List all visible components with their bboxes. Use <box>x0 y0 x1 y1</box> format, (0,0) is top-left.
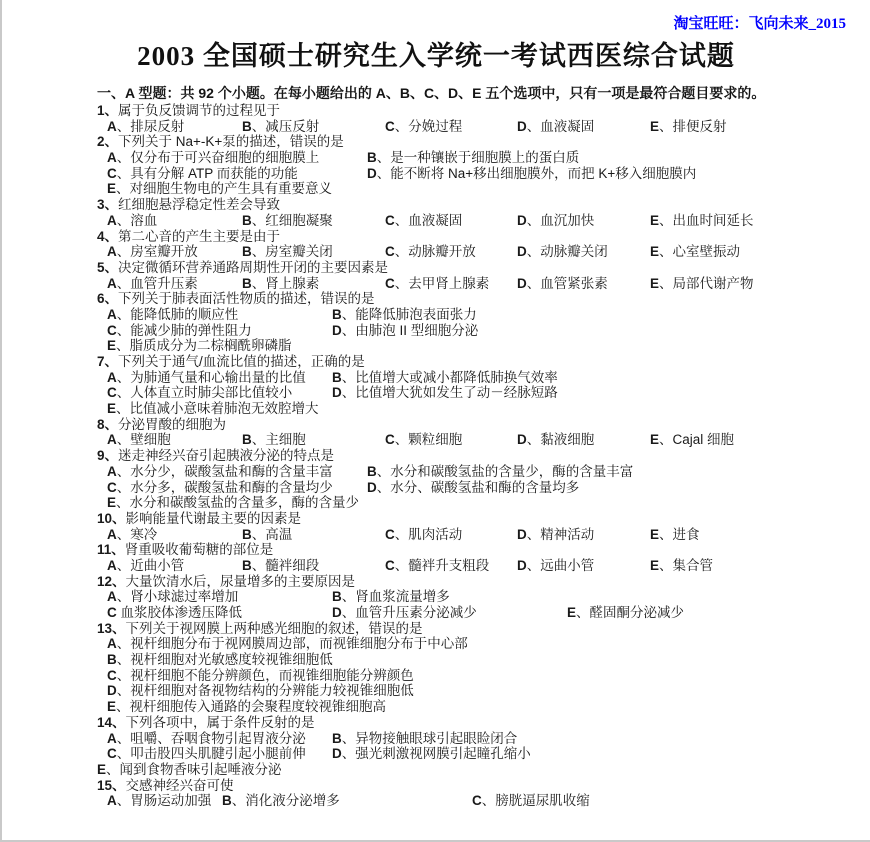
question-stem <box>97 229 870 245</box>
question <box>97 134 870 197</box>
option: A、排尿反射 <box>107 118 185 134</box>
option: E、进食 <box>650 526 700 542</box>
question-text: 决定微循环营养通路周期性开闭的主要因素是 <box>118 259 389 275</box>
question-number: 10、 <box>97 510 126 526</box>
option: D、视杆细胞对备视物结构的分辨能力较视锥细胞低 <box>107 683 414 699</box>
option: A、能降低肺的顺应性 <box>107 306 239 322</box>
question-stem <box>97 542 870 558</box>
option: D、血液凝固 <box>517 118 595 134</box>
option-line <box>97 605 870 621</box>
question-stem <box>97 448 870 464</box>
option: A、咀嚼、吞咽食物引起胃液分泌 <box>107 730 306 746</box>
option-line <box>97 699 870 715</box>
option: E、排便反射 <box>650 118 727 134</box>
option: A、近曲小管 <box>107 557 185 573</box>
question-number: 8、 <box>97 416 119 432</box>
option-line <box>97 401 870 417</box>
option: B、比值增大或减小都降低肺换气效率 <box>332 369 558 385</box>
question-text: 迷走神经兴奋引起胰液分泌的特点是 <box>118 448 335 464</box>
option: B、红细胞凝聚 <box>242 212 333 228</box>
option: E、Cajal 细胞 <box>650 432 735 448</box>
question <box>97 354 870 417</box>
taobao-watermark: 淘宝旺旺：飞向未来_2015 <box>673 16 846 32</box>
option: D、黏液细胞 <box>517 432 595 448</box>
question-text: 下列各项中，属于条件反射的是 <box>125 714 315 730</box>
question <box>97 778 870 809</box>
option: A、血管升压素 <box>107 275 198 291</box>
option-line <box>97 558 870 574</box>
question-text: 大量饮清水后，尿量增多的主要原因是 <box>125 573 356 589</box>
option: A、仅分布于可兴奋细胞的细胞膜上 <box>107 150 320 166</box>
option: A、壁细胞 <box>107 432 171 448</box>
question-list <box>97 103 870 809</box>
question-number: 14、 <box>97 714 126 730</box>
question-text: 下列关于视网膜上两种感光细胞的叙述，错误的是 <box>125 620 423 636</box>
option: E、局部代谢产物 <box>650 275 754 291</box>
option: B、主细胞 <box>242 432 306 448</box>
question-text: 交感神经兴奋可使 <box>125 777 234 793</box>
question-stem <box>97 778 870 794</box>
question <box>97 229 870 260</box>
option: C、肌肉活动 <box>385 526 463 542</box>
option: D、强光刺激视网膜引起瞳孔缩小 <box>332 746 531 762</box>
question-stem <box>97 417 870 433</box>
option: D、水分、碳酸氢盐和酶的含量均多 <box>367 479 580 495</box>
question <box>97 621 870 715</box>
option-line <box>97 746 870 762</box>
option: B、肾血浆流量增多 <box>332 589 450 605</box>
option-line <box>97 731 870 747</box>
option: C 血浆胶体渗透压降低 <box>107 605 243 620</box>
option-line <box>97 276 870 292</box>
option: D、由肺泡 II 型细胞分泌 <box>332 322 479 338</box>
option: E、视杆细胞传入通路的会聚程度较视锥细胞高 <box>107 699 387 715</box>
question-stem <box>97 354 870 370</box>
option-line <box>97 793 870 809</box>
option: B、消化液分泌增多 <box>222 793 340 809</box>
option: A、水分少，碳酸氢盐和酶的含量丰富 <box>107 463 333 479</box>
option: C、人体直立时肺尖部比值较小 <box>107 385 293 401</box>
question <box>97 542 870 573</box>
option: D、远曲小管 <box>517 557 595 573</box>
option-line <box>97 150 870 166</box>
question <box>97 448 870 511</box>
option: C、叩击股四头肌腱引起小腿前伸 <box>107 746 306 762</box>
question-number: 12、 <box>97 573 126 589</box>
option-line <box>97 323 870 339</box>
option: A、房室瓣开放 <box>107 244 198 260</box>
question <box>97 291 870 354</box>
question-number: 5、 <box>97 259 119 275</box>
option: C、血液凝固 <box>385 212 463 228</box>
option-line <box>97 181 870 197</box>
question-stem <box>97 134 870 150</box>
option: B、能降低肺泡表面张力 <box>332 306 477 322</box>
question <box>97 715 870 778</box>
option: A、为肺通气量和心输出量的比值 <box>107 369 306 385</box>
option-line <box>97 244 870 260</box>
option: B、房室瓣关闭 <box>242 244 333 260</box>
question <box>97 574 870 621</box>
option: B、高温 <box>242 526 293 542</box>
option-line <box>97 213 870 229</box>
question-number: 11、 <box>97 542 125 558</box>
option-line <box>97 370 870 386</box>
question-number: 6、 <box>97 291 119 307</box>
question-text: 第二心音的产生主要是由于 <box>118 228 281 244</box>
option-line <box>97 636 870 652</box>
option: E、比值减小意味着肺泡无效腔增大 <box>107 401 319 417</box>
question-text: 下列关于肺表面活性物质的描述，错误的是 <box>118 291 375 307</box>
question-text: 红细胞悬浮稳定性差会导致 <box>118 197 281 213</box>
option: C、能减少肺的弹性阻力 <box>107 322 252 338</box>
option-line <box>97 527 870 543</box>
option: A、溶血 <box>107 212 158 228</box>
question-stem <box>97 197 870 213</box>
question <box>97 197 870 228</box>
option: C、膀胱逼尿肌收缩 <box>472 793 590 809</box>
option: C、水分多，碳酸氢盐和酶的含量均少 <box>107 479 333 495</box>
question-text: 影响能量代谢最主要的因素是 <box>125 510 302 526</box>
option: D、血管紧张素 <box>517 275 608 291</box>
option: E、集合管 <box>650 557 714 573</box>
option: B、减压反射 <box>242 118 320 134</box>
option-line <box>97 683 870 699</box>
question-number: 9、 <box>97 448 119 464</box>
option: B、肾上腺素 <box>242 275 320 291</box>
option-line <box>97 385 870 401</box>
option: A、寒冷 <box>107 526 158 542</box>
question-number: 3、 <box>97 197 119 213</box>
option: C、动脉瓣开放 <box>385 244 476 260</box>
option: A、肾小球滤过率增加 <box>107 589 239 605</box>
question-text: 分泌胃酸的细胞为 <box>118 416 227 432</box>
option: B、异物接触眼球引起眼睑闭合 <box>332 730 518 746</box>
question-stem <box>97 260 870 276</box>
question-number: 2、 <box>97 134 119 150</box>
option-line <box>97 432 870 448</box>
option: C、颗粒细胞 <box>385 432 463 448</box>
question-stem <box>97 291 870 307</box>
option-line <box>97 307 870 323</box>
option-line <box>97 119 870 135</box>
option-line <box>97 762 870 778</box>
section-header: 一、A 型题：共 92 个小题。在每小题给出的 A、B、C、D、E 五个选项中，只有一项是最符合题目要求的。 <box>97 85 766 101</box>
option: D、比值增大犹如发生了动－经脉短路 <box>332 385 558 401</box>
question-text: 下列关于 Na+-K+泵的描述，错误的是 <box>118 134 344 150</box>
question-text: 下列关于通气/血流比值的描述，正确的是 <box>118 354 365 369</box>
option: C、分娩过程 <box>385 118 463 134</box>
option-line <box>97 464 870 480</box>
question-number: 4、 <box>97 228 119 244</box>
page-title: 2003 全国硕士研究生入学统一考试西医综合试题 <box>137 41 735 71</box>
question-number: 15、 <box>97 777 126 793</box>
option: E、出血时间延长 <box>650 212 754 228</box>
option: C、具有分解 ATP 而获能的功能 <box>107 165 298 181</box>
option: D、血沉加快 <box>517 212 595 228</box>
question <box>97 260 870 291</box>
option: A、视杆细胞分布于视网膜周边部，而视锥细胞分布于中心部 <box>107 636 468 652</box>
option: A、胃肠运动加强 <box>107 793 212 809</box>
option: D、精神活动 <box>517 526 595 542</box>
question-number: 7、 <box>97 354 119 369</box>
question-number: 1、 <box>97 103 119 118</box>
option: C、髓袢升支粗段 <box>385 557 490 573</box>
question-text: 属于负反馈调节的过程见于 <box>118 103 281 118</box>
option-line <box>97 495 870 511</box>
question-stem <box>97 715 870 731</box>
option-line <box>97 480 870 496</box>
option: D、血管升压素分泌减少 <box>332 605 477 620</box>
option: B、髓袢细段 <box>242 557 320 573</box>
option: B、水分和碳酸氢盐的含量少，酶的含量丰富 <box>367 463 634 479</box>
question-stem <box>97 103 870 119</box>
question <box>97 417 870 448</box>
question-text: 肾重吸收葡萄糖的部位是 <box>124 542 274 558</box>
question-stem <box>97 574 870 590</box>
option-line <box>97 338 870 354</box>
option: B、是一种镶嵌于细胞膜上的蛋白质 <box>367 150 580 166</box>
option-line <box>97 166 870 182</box>
option-line <box>97 652 870 668</box>
option-line <box>97 589 870 605</box>
option-line <box>97 668 870 684</box>
question <box>97 103 870 134</box>
question <box>97 511 870 542</box>
option: C、去甲肾上腺素 <box>385 275 490 291</box>
option: E、水分和碳酸氢盐的含量多，酶的含量少 <box>107 495 360 511</box>
option: E、对细胞生物电的产生具有重要意义 <box>107 181 333 197</box>
option: E、脂质成分为二棕榈酰卵磷脂 <box>107 338 292 354</box>
option: E、心室壁振动 <box>650 244 741 260</box>
option: B、视杆细胞对光敏感度较视锥细胞低 <box>107 652 333 668</box>
question-stem <box>97 511 870 527</box>
option: E、醛固酮分泌减少 <box>567 605 685 620</box>
question-number: 13、 <box>97 620 126 636</box>
option: E、闻到食物香味引起唾液分泌 <box>97 761 282 777</box>
option: D、动脉瓣关闭 <box>517 244 608 260</box>
option: C、视杆细胞不能分辨颜色，而视锥细胞能分辨颜色 <box>107 667 414 683</box>
option: D、能不断将 Na+移出细胞膜外，而把 K+移入细胞膜内 <box>367 165 697 181</box>
question-stem <box>97 621 870 637</box>
